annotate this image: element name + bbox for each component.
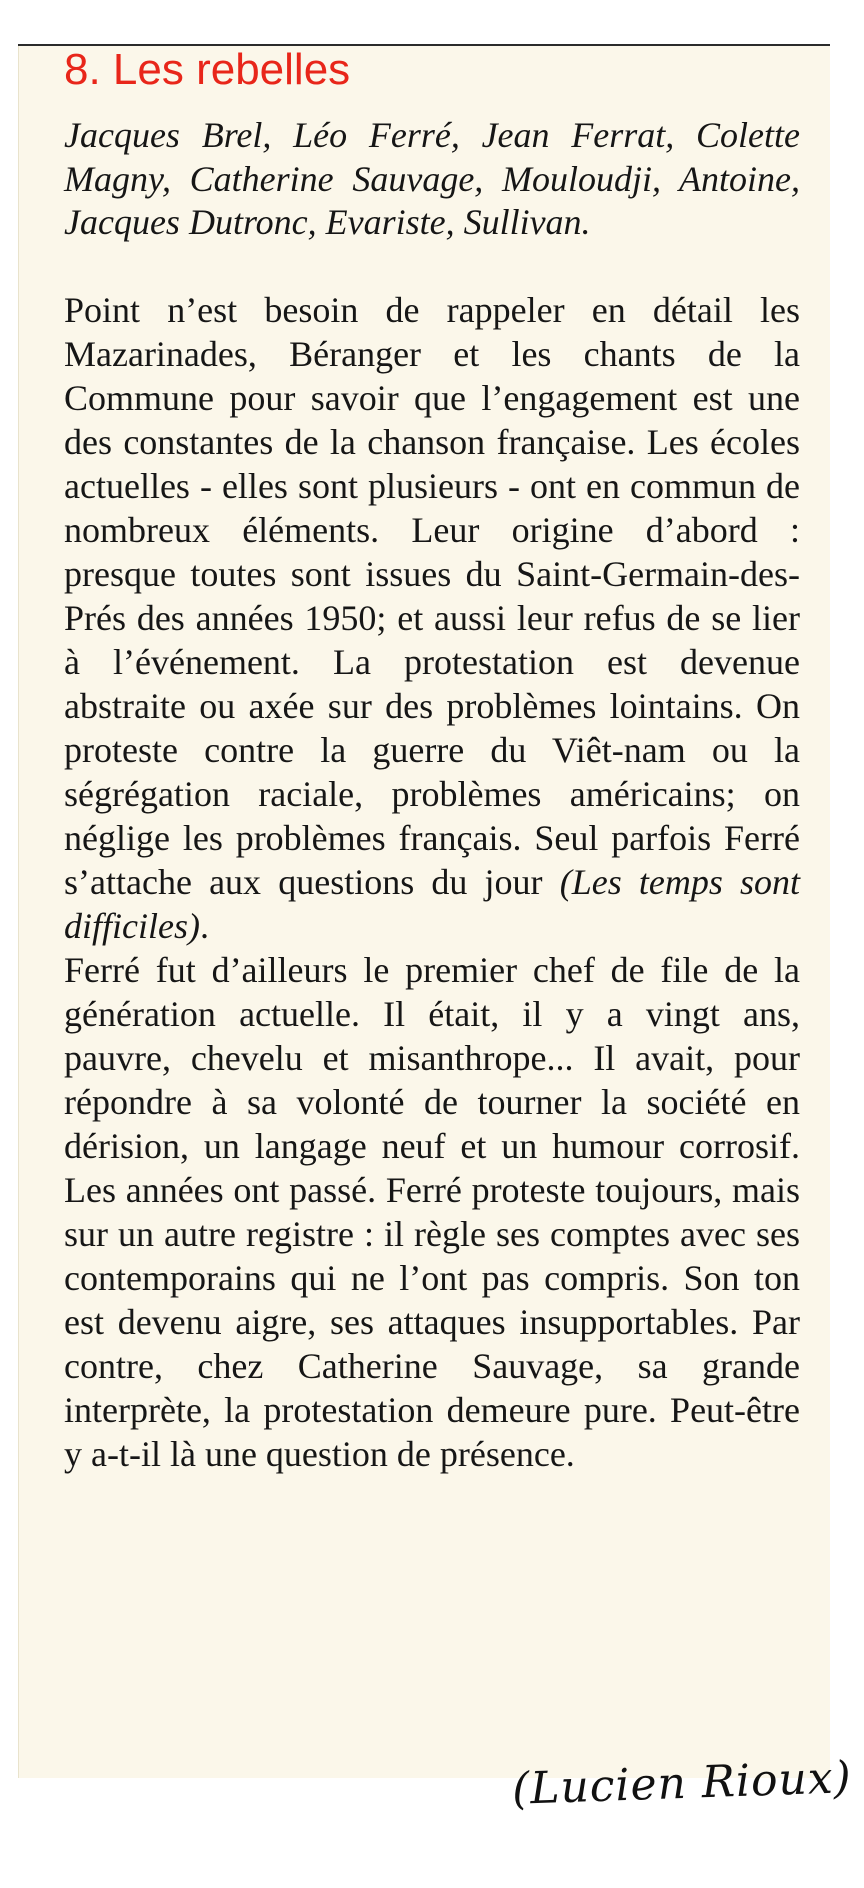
paragraph-1-end: . xyxy=(199,906,209,946)
paragraph-1 xyxy=(64,288,800,948)
paragraph-2: Ferré fut d’ailleurs le premier chef de file de la génération actuelle. Il était, il y a vingt ans, pauvre, chevelu et misanthrope... Il avait, pour répondre à sa volonté de tourner la société en dérision, un langage neuf et un humour corrosif. Les années ont passé. Ferré proteste toujours, mais sur un autre registre : il règle ses comptes avec ses contemporains qui ne l’ont pas compris. Son ton est devenu aigre, ses attaques insupportables. Par contre, chez Catherine Sauvage, sa grande interprète, la protestation demeure pure. Peut-être y a-t-il là une question de présence. xyxy=(64,950,800,1474)
paragraph-1-text: Point n’est besoin de rappeler en détail les Mazarinades, Béranger et les chants de la Commune pour savoir que l’engagement est une des constantes de la chanson française. Les écoles actuelles - elles sont plusieurs - ont en commun de nombreux éléments. Leur origine d’abord : presque toutes sont issues du Saint-Germain-des-Prés des années 1950; et aussi leur refus de se lier à l’événement. La protestation est devenue abstraite ou axée sur des problèmes lointains. On proteste contre la guerre du Viêt-nam ou la ségrégation raciale, problèmes américains; on néglige les problèmes français. Seul parfois Ferré s’attache aux questions du jour xyxy=(64,290,800,902)
handwritten-signature: (Lucien Rioux) xyxy=(511,1752,853,1815)
song-title-citation: (Les temps sont difficiles) xyxy=(64,862,801,946)
section-heading: 8. Les rebelles xyxy=(64,45,351,94)
artist-list: Jacques Brel, Léo Ferré, Jean Ferrat, Colette Magny, Catherine Sauvage, Mouloudji, Antoine, Jacques Dutronc, Evariste, Sullivan. xyxy=(64,115,800,242)
article-body xyxy=(64,288,800,1476)
